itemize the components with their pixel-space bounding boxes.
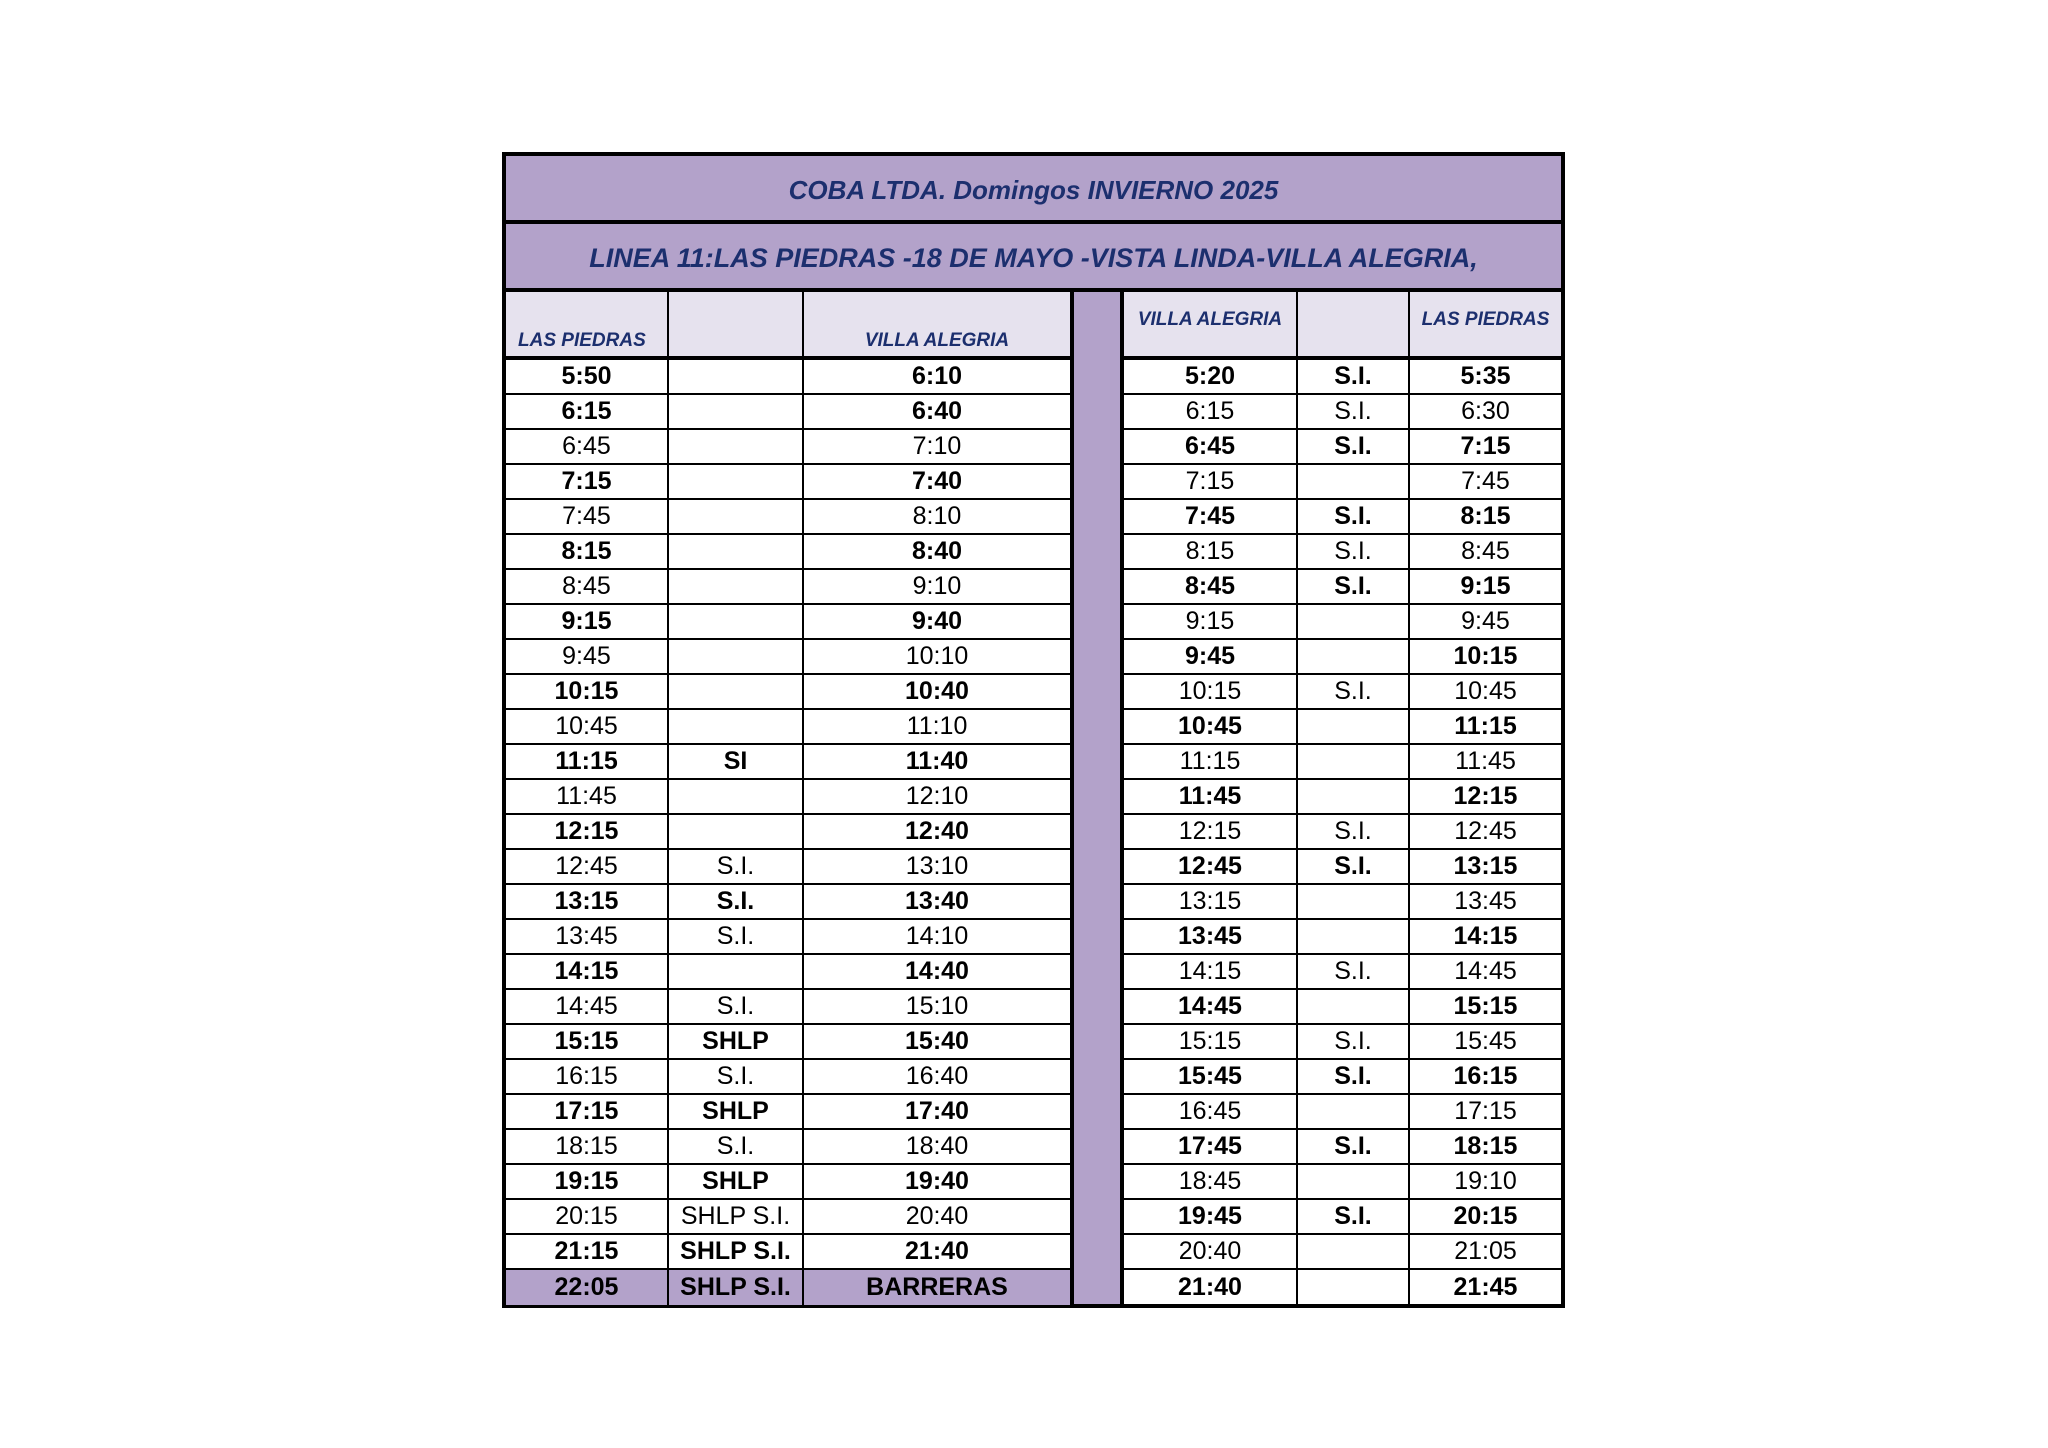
outbound-departure-time: 20:15 (506, 1199, 668, 1234)
return-row (1124, 1164, 1561, 1199)
route-subtitle: LINEA 11:LAS PIEDRAS -18 DE MAYO -VISTA LINDA-VILLA ALEGRIA, (506, 224, 1561, 292)
outbound-arrival-time: 8:10 (803, 499, 1070, 534)
outbound-service-note (668, 639, 803, 674)
outbound-service-note (668, 394, 803, 429)
return-arrival-time: 8:15 (1409, 499, 1561, 534)
outbound-header-row (506, 292, 1070, 358)
outbound-departure-time: 12:45 (506, 849, 668, 884)
return-service-note (1297, 1164, 1409, 1199)
return-departure-time: 8:15 (1124, 534, 1297, 569)
outbound-departure-time: 18:15 (506, 1129, 668, 1164)
return-arrival-time: 8:45 (1409, 534, 1561, 569)
outbound-arrival-time: 12:40 (803, 814, 1070, 849)
return-service-note (1297, 989, 1409, 1024)
outbound-arrival-time: 7:10 (803, 429, 1070, 464)
outbound-departure-time: 7:15 (506, 464, 668, 499)
outbound-service-note (668, 569, 803, 604)
return-row (1124, 1199, 1561, 1234)
outbound-row (506, 1234, 1070, 1269)
return-row (1124, 569, 1561, 604)
return-arrival-time: 6:30 (1409, 394, 1561, 429)
return-row (1124, 1024, 1561, 1059)
outbound-departure-time: 22:05 (506, 1269, 668, 1305)
return-departure-time: 13:45 (1124, 919, 1297, 954)
outbound-row (506, 779, 1070, 814)
return-departure-time: 15:15 (1124, 1024, 1297, 1059)
return-arrival-time: 7:45 (1409, 464, 1561, 499)
outbound-service-note: SI (668, 744, 803, 779)
outbound-arrival-time: 15:40 (803, 1024, 1070, 1059)
outbound-departure-time: 19:15 (506, 1164, 668, 1199)
outbound-service-note (668, 814, 803, 849)
outbound-service-note: SHLP S.I. (668, 1199, 803, 1234)
outbound-destination-header: VILLA ALEGRIA (803, 292, 1070, 358)
outbound-service-note: S.I. (668, 919, 803, 954)
return-departure-time: 18:45 (1124, 1164, 1297, 1199)
return-departure-time: 14:45 (1124, 989, 1297, 1024)
return-departure-time: 10:15 (1124, 674, 1297, 709)
outbound-table (506, 292, 1070, 1305)
outbound-arrival-time: 6:10 (803, 358, 1070, 394)
return-service-note (1297, 639, 1409, 674)
outbound-row (506, 1059, 1070, 1094)
outbound-arrival-time: 13:10 (803, 849, 1070, 884)
outbound-arrival-time: 17:40 (803, 1094, 1070, 1129)
return-departure-time: 12:45 (1124, 849, 1297, 884)
outbound-service-note: SHLP (668, 1164, 803, 1199)
outbound-departure-time: 17:15 (506, 1094, 668, 1129)
return-arrival-time: 18:15 (1409, 1129, 1561, 1164)
outbound-row (506, 358, 1070, 394)
return-header-row (1124, 292, 1561, 358)
return-rows (1124, 358, 1561, 1305)
return-note-header (1297, 292, 1409, 358)
return-service-note: S.I. (1297, 814, 1409, 849)
return-service-note: S.I. (1297, 1059, 1409, 1094)
outbound-departure-time: 8:45 (506, 569, 668, 604)
return-service-note (1297, 709, 1409, 744)
return-origin-header: VILLA ALEGRIA (1124, 292, 1297, 358)
return-arrival-time: 12:45 (1409, 814, 1561, 849)
return-departure-time: 15:45 (1124, 1059, 1297, 1094)
outbound-departure-time: 6:45 (506, 429, 668, 464)
outbound-row (506, 1094, 1070, 1129)
outbound-arrival-time: 14:40 (803, 954, 1070, 989)
return-departure-time: 19:45 (1124, 1199, 1297, 1234)
outbound-row (506, 464, 1070, 499)
outbound-departure-time: 21:15 (506, 1234, 668, 1269)
outbound-arrival-time: 14:10 (803, 919, 1070, 954)
return-arrival-time: 19:10 (1409, 1164, 1561, 1199)
outbound-service-note (668, 464, 803, 499)
return-arrival-time: 13:15 (1409, 849, 1561, 884)
outbound-arrival-time: 11:10 (803, 709, 1070, 744)
outbound-arrival-time: 7:40 (803, 464, 1070, 499)
outbound-row (506, 1164, 1070, 1199)
outbound-service-note (668, 779, 803, 814)
return-service-note: S.I. (1297, 1129, 1409, 1164)
return-service-note: S.I. (1297, 394, 1409, 429)
return-arrival-time: 11:15 (1409, 709, 1561, 744)
return-row (1124, 1094, 1561, 1129)
outbound-arrival-time: 21:40 (803, 1234, 1070, 1269)
outbound-service-note (668, 674, 803, 709)
return-row (1124, 1059, 1561, 1094)
return-service-note: S.I. (1297, 358, 1409, 394)
return-row (1124, 1129, 1561, 1164)
outbound-arrival-time: 18:40 (803, 1129, 1070, 1164)
outbound-service-note: S.I. (668, 884, 803, 919)
outbound-departure-time: 11:15 (506, 744, 668, 779)
return-row (1124, 849, 1561, 884)
outbound-row (506, 1269, 1070, 1305)
return-row (1124, 604, 1561, 639)
outbound-service-note (668, 604, 803, 639)
return-departure-time: 17:45 (1124, 1129, 1297, 1164)
outbound-service-note (668, 499, 803, 534)
outbound-departure-time: 15:15 (506, 1024, 668, 1059)
outbound-departure-time: 14:15 (506, 954, 668, 989)
return-service-note (1297, 744, 1409, 779)
return-table (1124, 292, 1561, 1305)
return-service-note: S.I. (1297, 674, 1409, 709)
return-arrival-time: 12:15 (1409, 779, 1561, 814)
return-departure-time: 20:40 (1124, 1234, 1297, 1269)
outbound-arrival-time: 8:40 (803, 534, 1070, 569)
outbound-row (506, 709, 1070, 744)
return-departure-time: 14:15 (1124, 954, 1297, 989)
return-departure-time: 6:15 (1124, 394, 1297, 429)
return-row (1124, 464, 1561, 499)
outbound-row (506, 919, 1070, 954)
outbound-departure-time: 12:15 (506, 814, 668, 849)
outbound-service-note (668, 358, 803, 394)
return-service-note (1297, 604, 1409, 639)
return-row (1124, 954, 1561, 989)
outbound-service-note: SHLP (668, 1024, 803, 1059)
outbound-service-note (668, 429, 803, 464)
center-divider (1070, 292, 1124, 1304)
outbound-arrival-time: 12:10 (803, 779, 1070, 814)
return-service-note: S.I. (1297, 954, 1409, 989)
outbound-service-note (668, 954, 803, 989)
return-service-note (1297, 779, 1409, 814)
outbound-row (506, 744, 1070, 779)
outbound-service-note: SHLP S.I. (668, 1269, 803, 1305)
outbound-row (506, 989, 1070, 1024)
return-row (1124, 639, 1561, 674)
return-row (1124, 534, 1561, 569)
return-departure-time: 7:45 (1124, 499, 1297, 534)
return-row (1124, 358, 1561, 394)
return-departure-time: 6:45 (1124, 429, 1297, 464)
return-arrival-time: 7:15 (1409, 429, 1561, 464)
outbound-service-note: S.I. (668, 849, 803, 884)
outbound-service-note (668, 534, 803, 569)
return-arrival-time: 13:45 (1409, 884, 1561, 919)
outbound-row (506, 954, 1070, 989)
outbound-departure-time: 13:15 (506, 884, 668, 919)
return-departure-time: 9:15 (1124, 604, 1297, 639)
timetable-sheet (502, 152, 1565, 1308)
outbound-row (506, 1024, 1070, 1059)
return-arrival-time: 16:15 (1409, 1059, 1561, 1094)
outbound-service-note (668, 709, 803, 744)
return-departure-time: 10:45 (1124, 709, 1297, 744)
return-departure-time: 7:15 (1124, 464, 1297, 499)
outbound-row (506, 534, 1070, 569)
return-departure-time: 9:45 (1124, 639, 1297, 674)
return-arrival-time: 9:15 (1409, 569, 1561, 604)
outbound-departure-time: 10:45 (506, 709, 668, 744)
return-departure-time: 12:15 (1124, 814, 1297, 849)
outbound-rows (506, 358, 1070, 1305)
return-service-note (1297, 1269, 1409, 1305)
outbound-service-note: S.I. (668, 989, 803, 1024)
outbound-departure-time: 6:15 (506, 394, 668, 429)
outbound-departure-time: 5:50 (506, 358, 668, 394)
outbound-departure-time: 14:45 (506, 989, 668, 1024)
return-service-note (1297, 464, 1409, 499)
return-arrival-time: 17:15 (1409, 1094, 1561, 1129)
outbound-service-note: S.I. (668, 1059, 803, 1094)
outbound-service-note: S.I. (668, 1129, 803, 1164)
return-arrival-time: 9:45 (1409, 604, 1561, 639)
return-departure-time: 11:45 (1124, 779, 1297, 814)
return-row (1124, 674, 1561, 709)
outbound-departure-time: 16:15 (506, 1059, 668, 1094)
return-row (1124, 814, 1561, 849)
return-row (1124, 779, 1561, 814)
return-arrival-time: 15:15 (1409, 989, 1561, 1024)
outbound-row (506, 814, 1070, 849)
return-arrival-time: 5:35 (1409, 358, 1561, 394)
outbound-service-note: SHLP S.I. (668, 1234, 803, 1269)
outbound-row (506, 604, 1070, 639)
outbound-arrival-time: 13:40 (803, 884, 1070, 919)
outbound-departure-time: 7:45 (506, 499, 668, 534)
outbound-arrival-time: 10:10 (803, 639, 1070, 674)
return-row (1124, 884, 1561, 919)
outbound-row (506, 499, 1070, 534)
return-service-note (1297, 919, 1409, 954)
return-destination-header: LAS PIEDRAS (1409, 292, 1561, 358)
return-row (1124, 499, 1561, 534)
return-service-note: S.I. (1297, 534, 1409, 569)
outbound-row (506, 569, 1070, 604)
return-departure-time: 11:15 (1124, 744, 1297, 779)
outbound-departure-time: 10:15 (506, 674, 668, 709)
outbound-arrival-time: 16:40 (803, 1059, 1070, 1094)
outbound-departure-time: 11:45 (506, 779, 668, 814)
outbound-row (506, 1199, 1070, 1234)
outbound-departure-time: 8:15 (506, 534, 668, 569)
return-arrival-time: 10:15 (1409, 639, 1561, 674)
return-arrival-time: 14:15 (1409, 919, 1561, 954)
return-row (1124, 744, 1561, 779)
return-row (1124, 709, 1561, 744)
return-arrival-time: 15:45 (1409, 1024, 1561, 1059)
return-departure-time: 8:45 (1124, 569, 1297, 604)
outbound-row (506, 639, 1070, 674)
outbound-origin-header: LAS PIEDRAS (506, 292, 668, 358)
return-arrival-time: 21:45 (1453, 1273, 1518, 1301)
outbound-row (506, 429, 1070, 464)
return-service-note: S.I. (1297, 429, 1409, 464)
outbound-arrival-time: 9:10 (803, 569, 1070, 604)
outbound-service-note: SHLP (668, 1094, 803, 1129)
return-departure-time: 5:20 (1124, 358, 1297, 394)
return-row (1124, 429, 1561, 464)
return-service-note: S.I. (1297, 1024, 1409, 1059)
outbound-arrival-time: 6:40 (803, 394, 1070, 429)
return-departure-time: 16:45 (1124, 1094, 1297, 1129)
outbound-arrival-time: 19:40 (803, 1164, 1070, 1199)
return-service-note (1297, 1094, 1409, 1129)
outbound-arrival-time: 15:10 (803, 989, 1070, 1024)
return-arrival-time: 11:45 (1409, 744, 1561, 779)
return-row (1124, 394, 1561, 429)
outbound-arrival-time: 11:40 (803, 744, 1070, 779)
outbound-departure-time: 9:15 (506, 604, 668, 639)
return-arrival-time: 21:05 (1409, 1234, 1561, 1269)
return-departure-time: 21:40 (1124, 1269, 1297, 1305)
outbound-row (506, 674, 1070, 709)
outbound-departure-time: 13:45 (506, 919, 668, 954)
outbound-row (506, 849, 1070, 884)
return-service-note: S.I. (1297, 849, 1409, 884)
timetable-title: COBA LTDA. Domingos INVIERNO 2025 (506, 156, 1561, 224)
return-service-note (1297, 884, 1409, 919)
outbound-arrival-time: 20:40 (803, 1199, 1070, 1234)
outbound-row (506, 394, 1070, 429)
outbound-departure-time: 9:45 (506, 639, 668, 674)
outbound-row (506, 1129, 1070, 1164)
return-arrival-time: 20:15 (1409, 1199, 1561, 1234)
return-service-note: S.I. (1297, 1199, 1409, 1234)
outbound-arrival-time: 10:40 (803, 674, 1070, 709)
return-departure-time: 13:15 (1124, 884, 1297, 919)
return-row (1124, 989, 1561, 1024)
return-arrival-time: 14:45 (1409, 954, 1561, 989)
outbound-arrival-time: BARRERAS (803, 1269, 1070, 1305)
outbound-note-header (668, 292, 803, 358)
return-arrival-time: 10:45 (1409, 674, 1561, 709)
return-service-note: S.I. (1297, 499, 1409, 534)
outbound-row (506, 884, 1070, 919)
outbound-arrival-time: 9:40 (803, 604, 1070, 639)
return-service-note: S.I. (1297, 569, 1409, 604)
return-row (1124, 1234, 1561, 1269)
return-row (1124, 1269, 1561, 1305)
return-service-note (1297, 1234, 1409, 1269)
return-row (1124, 919, 1561, 954)
